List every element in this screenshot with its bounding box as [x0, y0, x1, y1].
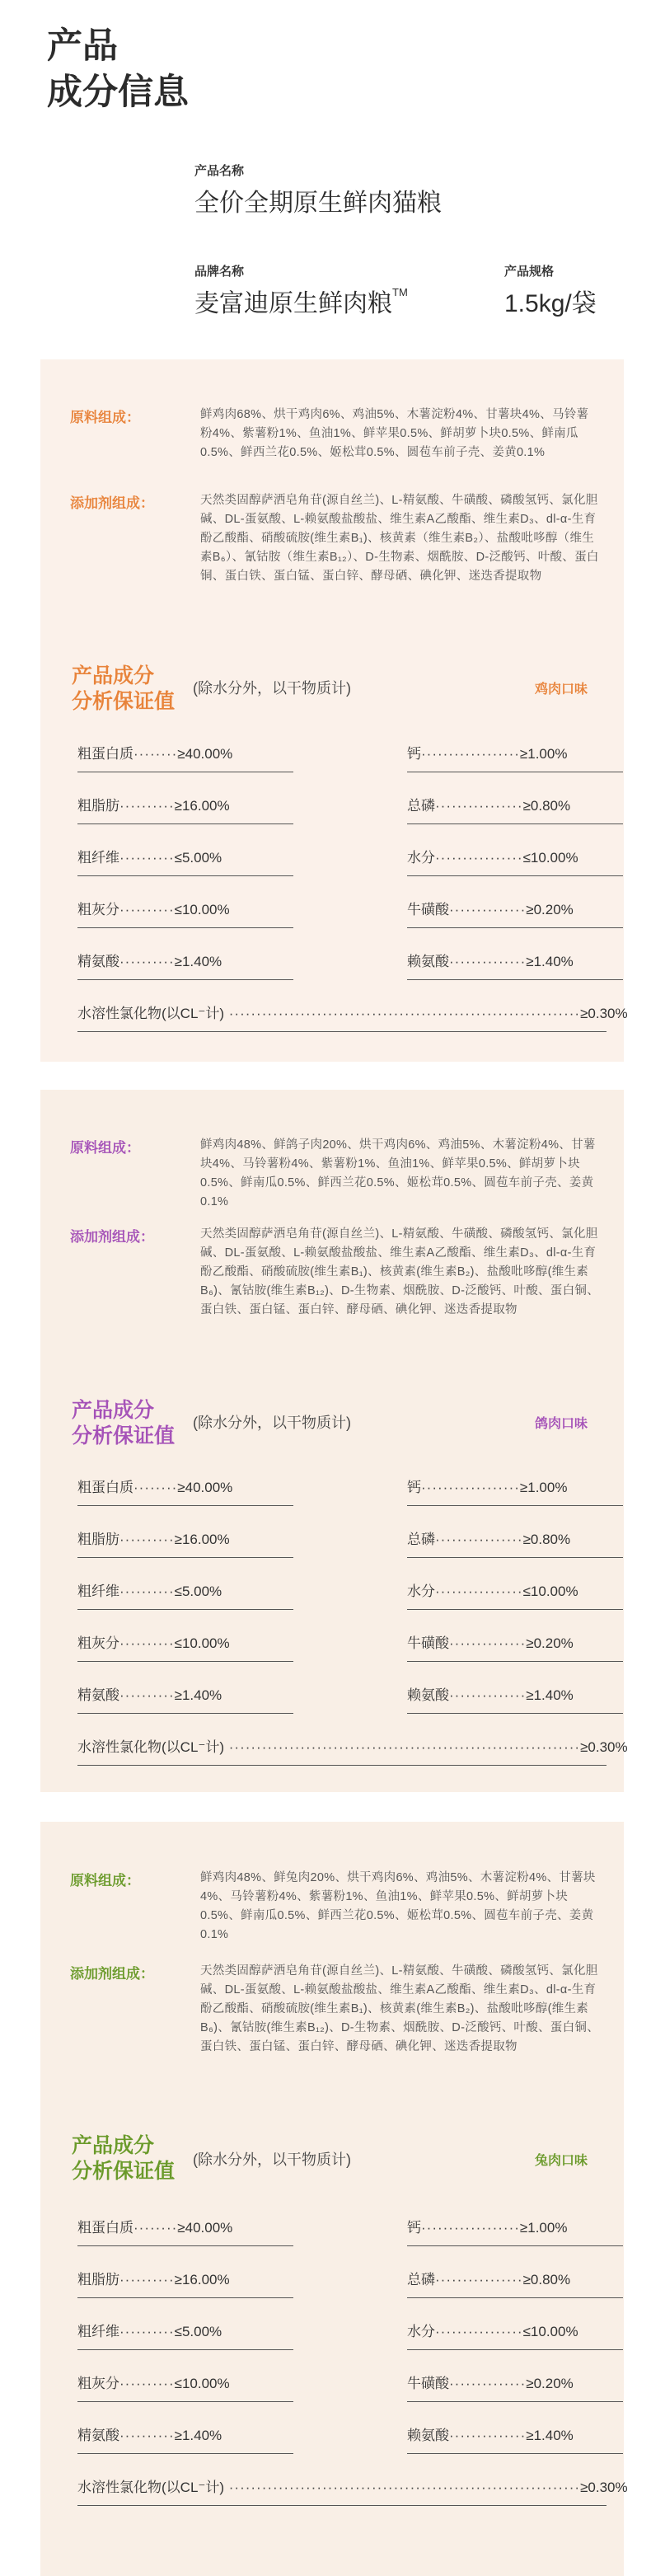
dot-leader: ··············: [449, 1687, 527, 1703]
nutrient-name: 钙: [407, 746, 421, 762]
dot-leader: ··············: [449, 2376, 527, 2391]
nutrient-value: ≥1.40%: [526, 2428, 574, 2443]
dot-leader: ··········: [119, 2376, 175, 2391]
nutrient-cell-right: [407, 742, 567, 762]
nutrient-name: 粗脂肪: [77, 1532, 119, 1547]
nutrient-name: 粗纤维: [77, 2324, 119, 2339]
nutrient-value: ≥1.00%: [519, 746, 568, 762]
nutrient-name: 总磷: [407, 1532, 435, 1547]
nutrient-value: ≤10.00%: [522, 1584, 578, 1599]
nutrition-row: [77, 772, 594, 824]
nutrient-name: 水分: [407, 2324, 435, 2339]
nutrient-cell-right: [407, 794, 570, 814]
nutrient-name: 总磷: [407, 2272, 435, 2287]
additives-label: 添加剂组成：: [70, 1966, 154, 1982]
dot-leader: ··············: [449, 954, 527, 969]
nutrient-name: 精氨酸: [77, 954, 119, 969]
nutrition-row: [77, 2246, 594, 2298]
dot-leader: ················: [435, 2272, 523, 2287]
nutrient-value: ≥16.00%: [174, 2272, 230, 2287]
additives-text: 天然类固醇萨洒皂角苷(源自丝兰)、L-精氨酸、牛磺酸、磷酸氢钙、氯化胆碱、DL-蛋氨酸、L-赖氨酸盐酸盐、维生素A乙酸酯、维生素D₃、dl-α-生育酚乙酸酯、硝酸硫胺(维生素B₁)、核黄素(维生素B₂)、盐酸吡哆醇(维生素B₆)、氰钴胺(维生素B₁₂)、D-生物素、烟酰胺、D-泛酸钙、叶酸、蛋白铜、蛋白铁、蛋白锰、蛋白锌、酵母硒、碘化钾、迷迭香提取物: [200, 1964, 599, 2053]
nutrient-value: ≥1.40%: [526, 954, 574, 969]
spec-label: 产品规格: [504, 265, 555, 279]
nutrient-cell-right: [407, 1683, 574, 1704]
ingredients-text: 鲜鸡肉48%、鲜兔肉20%、烘干鸡肉6%、鸡油5%、木薯淀粉4%、甘薯块4%、马铃薯粉4%、紫薯粉1%、鱼油1%、鲜苹果0.5%、鲜胡萝卜块0.5%、鲜南瓜0.5%、鲜西兰花0.5%、姬松茸0.5%、圆苞车前子壳、姜黄0.1%: [200, 1871, 596, 1941]
chloride-name: 水溶性氯化物(以CL⁻计): [77, 1739, 225, 1755]
nutrient-cell-right: [407, 846, 578, 866]
section-card-chicken: [40, 359, 628, 1062]
nutrition-row: [77, 824, 594, 876]
nutrient-cell-left: [77, 1476, 232, 1496]
nutrient-value: ≤10.00%: [174, 1635, 230, 1651]
product-name-block: [194, 162, 442, 218]
dot-leader: ··················: [421, 746, 520, 762]
nutrient-cell-left: [77, 1527, 230, 1548]
dot-leader: ··········: [119, 2324, 175, 2339]
nutrient-name: 粗蛋白质: [77, 1480, 133, 1495]
nutrient-cell-right: [407, 1631, 574, 1652]
nutrient-cell-left: [77, 846, 222, 866]
nutrient-value: ≥16.00%: [174, 1532, 230, 1547]
nutrient-value: ≤10.00%: [174, 902, 230, 917]
dot-leader: ··············: [449, 902, 527, 917]
additives-text: 天然类固醇萨洒皂角苷(源自丝兰)、L-精氨酸、牛磺酸、磷酸氢钙、氯化胆碱、DL-蛋氨酸、L-赖氨酸盐酸盐、维生素A乙酸酯、维生素D₃、dl-α-生育酚乙酸酯、硝酸硫胺(维生素B₁)、核黄素(维生素B₂)、盐酸吡哆醇(维生素B₆)、氰钴胺(维生素B₁₂)、D-生物素、烟酰胺、D-泛酸钙、叶酸、蛋白铜、蛋白铁、蛋白锰、蛋白锌、酵母硒、碘化钾、迷迭香提取物: [200, 1227, 599, 1316]
dot-leader: ··········: [119, 798, 175, 814]
nutrition-row: [77, 720, 594, 772]
analysis-title-line-2: 分析保证值: [72, 2160, 176, 2183]
dot-leader: ········: [133, 746, 178, 762]
nutrient-cell-left: [77, 2268, 230, 2288]
dot-leader: ··············: [449, 2428, 527, 2443]
nutrition-row: [77, 2298, 594, 2350]
nutrient-name: 精氨酸: [77, 2428, 119, 2443]
nutrient-cell-right: [407, 898, 574, 918]
nutrient-cell-left: [77, 794, 230, 814]
analysis-title-line-1: 产品成分: [72, 664, 155, 687]
analysis-title: [72, 2133, 175, 2184]
chloride-value: ≥0.30%: [580, 2480, 628, 2495]
nutrient-name: 粗脂肪: [77, 2272, 119, 2287]
nutrient-value: ≥1.40%: [526, 1687, 574, 1703]
nutrient-cell-left: [77, 742, 232, 762]
nutrient-name: 粗灰分: [77, 1635, 119, 1651]
dot-leader: ··········: [119, 1635, 175, 1651]
nutrient-cell-right: [407, 950, 574, 970]
nutrient-value: ≥0.80%: [522, 798, 571, 814]
nutrient-value: ≥1.40%: [174, 2428, 222, 2443]
nutrient-cell-right: [407, 2372, 574, 2392]
dot-leader: ················: [435, 798, 523, 814]
nutrient-name: 牛磺酸: [407, 2376, 449, 2391]
nutrient-name: 水分: [407, 1584, 435, 1599]
nutrition-table: [77, 720, 628, 1032]
nutrient-name: 粗纤维: [77, 1584, 119, 1599]
dot-leader: ················: [435, 850, 523, 866]
page-title-line-2: 成分信息: [47, 73, 189, 112]
nutrient-name: 赖氨酸: [407, 1687, 449, 1703]
dot-leader: ··············: [449, 1635, 527, 1651]
ingredients-text: 鲜鸡肉68%、烘干鸡肉6%、鸡油5%、木薯淀粉4%、甘薯块4%、马铃薯粉4%、紫薯粉1%、鱼油1%、鲜苹果0.5%、鲜胡萝卜块0.5%、鲜南瓜0.5%、鲜西兰花0.5%、姬松茸0.5%、圆苞车前子壳、姜黄0.1%: [200, 408, 589, 459]
analysis-title-line-1: 产品成分: [72, 2134, 155, 2157]
dot-leader: ········: [133, 1480, 178, 1495]
nutrient-cell-left: [77, 2216, 232, 2236]
nutrition-row: [77, 1558, 594, 1610]
nutrient-cell-right: [407, 2320, 578, 2340]
additives-row: [70, 491, 599, 586]
nutrition-row-chloride: [77, 980, 628, 1032]
analysis-note: (除水分外，以干物质计): [193, 1415, 351, 1431]
spec-block: [504, 262, 597, 319]
chloride-cell: [77, 1735, 628, 1756]
nutrition-row: [77, 1610, 594, 1662]
dot-leader: ··········: [119, 1532, 175, 1547]
nutrient-name: 粗蛋白质: [77, 746, 133, 762]
nutrient-name: 水分: [407, 850, 435, 866]
nutrient-name: 粗脂肪: [77, 798, 119, 814]
nutrient-name: 粗蛋白质: [77, 2220, 133, 2236]
nutrient-cell-right: [407, 1476, 567, 1496]
nutrient-name: 精氨酸: [77, 1687, 119, 1703]
dot-leader: ··········: [119, 954, 175, 969]
ingredients-label: 原料组成：: [70, 1873, 140, 1889]
ingredients-label: 原料组成：: [70, 410, 140, 425]
spec-value: 1.5kg/袋: [504, 290, 597, 317]
brand-name-value: [194, 283, 408, 319]
nutrient-value: ≤5.00%: [174, 850, 222, 866]
analysis-note: (除水分外，以干物质计): [193, 680, 351, 697]
chloride-name: 水溶性氯化物(以CL⁻计): [77, 2480, 225, 2495]
nutrient-name: 粗灰分: [77, 902, 119, 917]
nutrition-table: [77, 1454, 628, 1766]
nutrient-value: ≤5.00%: [174, 1584, 222, 1599]
nutrient-value: ≥0.80%: [522, 1532, 571, 1547]
chloride-cell: [77, 2475, 628, 2496]
nutrient-cell-left: [77, 2424, 222, 2444]
nutrient-value: ≥0.20%: [526, 902, 574, 917]
nutrition-row-chloride: [77, 2454, 628, 2506]
product-name-label: 产品名称: [194, 164, 245, 178]
row-divider: [77, 1765, 607, 1767]
nutrient-cell-left: [77, 1631, 230, 1652]
ingredients-text: 鲜鸡肉48%、鲜鸽子肉20%、烘干鸡肉6%、鸡油5%、木薯淀粉4%、甘薯块4%、马铃薯粉4%、紫薯粉1%、鱼油1%、鲜苹果0.5%、鲜胡萝卜块0.5%、鲜南瓜0.5%、鲜西兰花0.5%、姬松茸0.5%、圆苞车前子壳、姜黄0.1%: [200, 1138, 596, 1208]
nutrient-value: ≥40.00%: [177, 1480, 233, 1495]
page-title-line-1: 产品: [47, 26, 118, 66]
nutrient-name: 粗灰分: [77, 2376, 119, 2391]
brand-name-text: 麦富迪原生鲜肉粮: [194, 290, 392, 317]
brand-name-block: [194, 262, 408, 319]
nutrient-name: 牛磺酸: [407, 1635, 449, 1651]
nutrient-cell-left: [77, 898, 230, 918]
ingredients-row: [70, 406, 599, 462]
nutrient-value: ≥1.40%: [174, 1687, 222, 1703]
nutrition-row-chloride: [77, 1714, 628, 1766]
nutrition-table: [77, 2194, 628, 2506]
dot-leader: ··········: [119, 850, 175, 866]
chloride-cell: [77, 1002, 628, 1022]
flavor-label: 鸽肉口味: [534, 1417, 588, 1431]
nutrition-row: [77, 928, 594, 980]
nutrient-value: ≥0.20%: [526, 2376, 574, 2391]
nutrient-cell-left: [77, 950, 222, 970]
nutrient-value: ≥1.40%: [174, 954, 222, 969]
dot-leader: ································································: [224, 1006, 581, 1021]
dot-leader: ················: [435, 1584, 523, 1599]
nutrient-value: ≥0.80%: [522, 2272, 571, 2287]
nutrient-value: ≥0.20%: [526, 1635, 574, 1651]
nutrient-value: ≥1.00%: [519, 2220, 568, 2236]
dot-leader: ································································: [224, 1739, 581, 1755]
nutrient-value: ≥40.00%: [177, 746, 233, 762]
nutrient-name: 钙: [407, 2220, 421, 2236]
nutrition-row: [77, 1662, 594, 1714]
dot-leader: ··················: [421, 2220, 520, 2236]
nutrition-row: [77, 2402, 594, 2454]
flavor-label: 兔肉口味: [534, 2154, 588, 2168]
nutrient-cell-right: [407, 2268, 570, 2288]
nutrient-value: ≤5.00%: [174, 2324, 222, 2339]
trademark-mark: TM: [392, 286, 408, 298]
nutrient-name: 赖氨酸: [407, 954, 449, 969]
additives-label: 添加剂组成：: [70, 495, 154, 511]
ingredients-label: 原料组成：: [70, 1140, 140, 1156]
section-card-pigeon: [40, 1090, 628, 1792]
analysis-title: [72, 1398, 175, 1449]
nutrient-cell-right: [407, 1579, 578, 1600]
dot-leader: ················: [435, 1532, 523, 1547]
additives-label: 添加剂组成：: [70, 1229, 154, 1245]
nutrient-value: ≥16.00%: [174, 798, 230, 814]
dot-leader: ··········: [119, 902, 175, 917]
row-divider: [77, 2505, 607, 2507]
dot-leader: ··········: [119, 2428, 175, 2443]
nutrient-value: ≤10.00%: [174, 2376, 230, 2391]
nutrient-name: 钙: [407, 1480, 421, 1495]
dot-leader: ··········: [119, 1687, 175, 1703]
row-divider: [77, 1031, 607, 1033]
chloride-name: 水溶性氯化物(以CL⁻计): [77, 1006, 225, 1021]
nutrient-value: ≤10.00%: [522, 850, 578, 866]
nutrient-cell-left: [77, 2372, 230, 2392]
chloride-value: ≥0.30%: [580, 1739, 628, 1755]
analysis-title: [72, 664, 175, 715]
nutrient-name: 赖氨酸: [407, 2428, 449, 2443]
nutrient-cell-left: [77, 2320, 222, 2340]
brand-name-label: 品牌名称: [194, 265, 245, 279]
nutrient-name: 牛磺酸: [407, 902, 449, 917]
product-name-value: 全价全期原生鲜肉猫粮: [194, 190, 442, 217]
dot-leader: ··········: [119, 1584, 175, 1599]
nutrient-cell-right: [407, 1527, 570, 1548]
analysis-title-line-1: 产品成分: [72, 1399, 155, 1422]
additives-text: 天然类固醇萨洒皂角苷(源自丝兰)、L-精氨酸、牛磺酸、磷酸氢钙、氯化胆碱、DL-蛋氨酸、L-赖氨酸盐酸盐、维生素A乙酸酯、维生素D₃、dl-α-生育酚乙酸酯、硝酸硫胺(维生素B₁)、核黄素（维生素B₂）、盐酸吡哆醇（维生素B₆）、氰钴胺（维生素B₁₂）、D-生物素、烟酰胺、D-泛酸钙、叶酸、蛋白铜、蛋白铁、蛋白锰、蛋白锌、酵母硒、碘化钾、迷迭香提取物: [200, 494, 599, 583]
additives-row: [70, 1962, 599, 2057]
ingredients-row: [70, 1136, 599, 1212]
analysis-title-line-2: 分析保证值: [72, 690, 176, 713]
nutrient-value: ≥40.00%: [177, 2220, 233, 2236]
nutrient-cell-left: [77, 1579, 222, 1600]
dot-leader: ··········: [119, 2272, 175, 2287]
analysis-note: (除水分外，以干物质计): [193, 2151, 351, 2168]
dot-leader: ················: [435, 2324, 523, 2339]
nutrient-cell-right: [407, 2424, 574, 2444]
nutrition-row: [77, 1454, 594, 1506]
nutrition-row: [77, 2194, 594, 2246]
nutrient-name: 总磷: [407, 798, 435, 814]
nutrient-value: ≥1.00%: [519, 1480, 568, 1495]
section-card-rabbit: [40, 1822, 628, 2576]
nutrition-row: [77, 2350, 594, 2402]
ingredients-row: [70, 1869, 599, 1945]
nutrition-row: [77, 1506, 594, 1558]
dot-leader: ································································: [224, 2480, 581, 2495]
additives-row: [70, 1225, 599, 1320]
dot-leader: ········: [133, 2220, 178, 2236]
nutrient-name: 粗纤维: [77, 850, 119, 866]
nutrient-cell-right: [407, 2216, 567, 2236]
chloride-value: ≥0.30%: [580, 1006, 628, 1021]
nutrition-row: [77, 876, 594, 928]
analysis-title-line-2: 分析保证值: [72, 1424, 176, 1448]
nutrient-cell-left: [77, 1683, 222, 1704]
page-title: [47, 23, 189, 115]
nutrient-value: ≤10.00%: [522, 2324, 578, 2339]
flavor-label: 鸡肉口味: [534, 683, 588, 697]
dot-leader: ··················: [421, 1480, 520, 1495]
